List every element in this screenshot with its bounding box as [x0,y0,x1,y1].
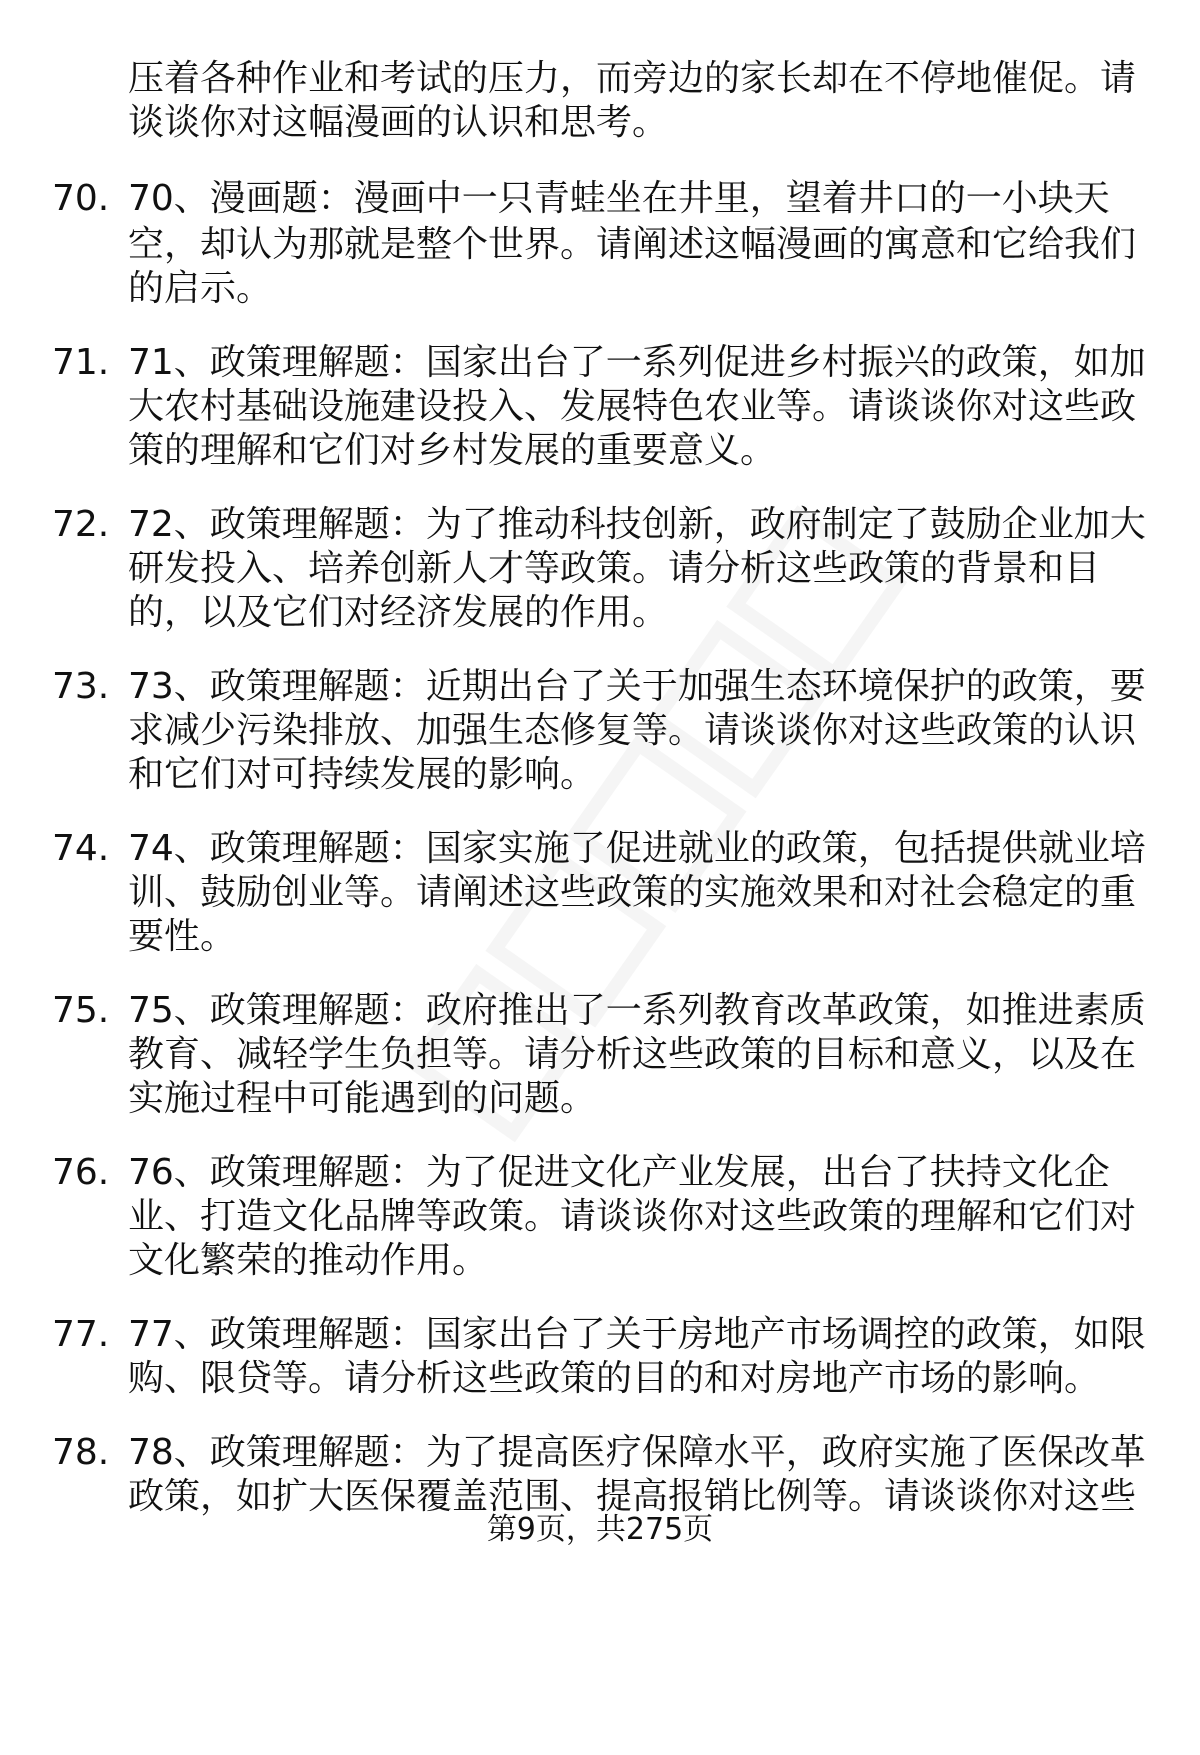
item-71-line-2: 大农村基础设施建设投入、发展特色农业等。请谈谈你对这些政 [128,386,1137,427]
item-71-line-3: 策的理解和它们对乡村发展的重要意义。 [128,430,777,471]
item-76-line-1: 76、政策理解题：为了促进文化产业发展，出台了扶持文化企 [128,1152,1110,1193]
item-number-78: 78. [52,1432,110,1473]
item-76-line-2: 业、打造文化品牌等政策。请谈谈你对这些政策的理解和它们对 [128,1196,1137,1237]
item-75-line-3: 实施过程中可能遇到的问题。 [128,1078,597,1119]
item-74-line-2: 训、鼓励创业等。请阐述这些政策的实施效果和对社会稳定的重 [128,872,1137,913]
page-number-footer: 第9页，共275页 [486,1512,714,1547]
item-72-line-3: 的，以及它们对经济发展的作用。 [128,592,669,633]
item-78-line-1: 78、政策理解题：为了提高医疗保障水平，政府实施了医保改革 [128,1432,1146,1473]
item-73-line-2: 求减少污染排放、加强生态修复等。请谈谈你对这些政策的认识 [128,710,1137,751]
item-number-77: 77. [52,1314,110,1355]
item-77-line-2: 购、限贷等。请分析这些政策的目的和对房地产市场的影响。 [128,1358,1101,1399]
item-number-72: 72. [52,504,110,545]
item-70-line-2: 空，却认为那就是整个世界。请阐述这幅漫画的寓意和它给我们 [128,224,1137,265]
item-number-71: 71. [52,342,110,383]
item-77-line-1: 77、政策理解题：国家出台了关于房地产市场调控的政策，如限 [128,1314,1146,1355]
item-72-line-2: 研发投入、培养创新人才等政策。请分析这些政策的背景和目 [128,548,1101,589]
item-70-line-3: 的启示。 [128,268,273,309]
item-73-line-3: 和它们对可持续发展的影响。 [128,754,597,795]
item-78-line-2: 政策，如扩大医保覆盖范围、提高报销比例等。请谈谈你对这些 [128,1476,1137,1517]
item-75-line-1: 75、政策理解题：政府推出了一系列教育改革政策，如推进素质 [128,990,1146,1031]
item-73-line-1: 73、政策理解题：近期出台了关于加强生态环境保护的政策，要 [128,666,1146,707]
item-74-line-1: 74、政策理解题：国家实施了促进就业的政策，包括提供就业培 [128,828,1146,869]
item-74-line-3: 要性。 [128,916,237,957]
item-76-line-3: 文化繁荣的推动作用。 [128,1240,489,1281]
item-number-73: 73. [52,666,110,707]
item-72-line-1: 72、政策理解题：为了推动科技创新，政府制定了鼓励企业加大 [128,504,1146,545]
intro-line-2: 谈谈你对这幅漫画的认识和思考。 [128,102,669,143]
intro-line-1: 压着各种作业和考试的压力，而旁边的家长却在不停地催促。请 [128,58,1137,99]
item-number-76: 76. [52,1152,110,1193]
item-71-line-1: 71、政策理解题：国家出台了一系列促进乡村振兴的政策，如加 [128,342,1146,383]
item-number-75: 75. [52,990,110,1031]
item-75-line-2: 教育、减轻学生负担等。请分析这些政策的目标和意义，以及在 [128,1034,1137,1075]
item-number-70: 70. [52,178,110,219]
item-number-74: 74. [52,828,110,869]
item-70-line-1: 70、漫画题：漫画中一只青蛙坐在井里，望着井口的一小块天 [128,178,1110,219]
